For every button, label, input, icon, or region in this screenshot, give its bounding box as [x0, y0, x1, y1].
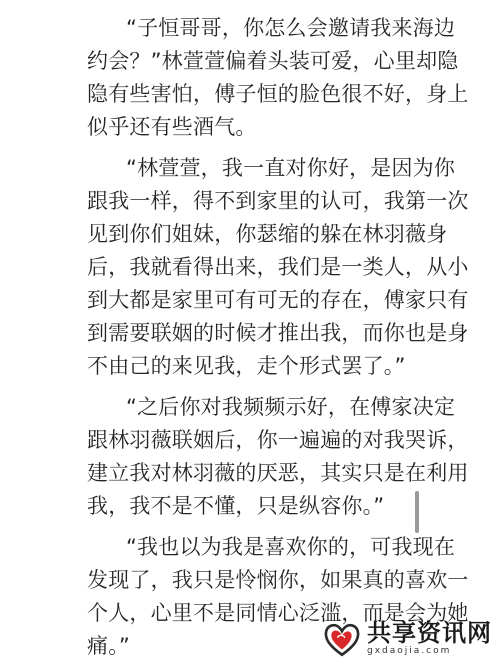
text-line: 跟我一样，得不到家里的认可，我第一次 — [87, 189, 469, 213]
watermark-title: 共享资讯网 — [367, 619, 492, 648]
text-line: “我也以为我是喜欢你的，可我现在 — [126, 535, 456, 559]
text-line: 个人，心里不是同情心泛滥，而是会为她 — [87, 601, 469, 625]
text-line: 不由己的来见我，走个形式罢了。” — [87, 354, 406, 378]
text-line: “之后你对我频频示好，在傅家决定 — [126, 395, 456, 419]
watermark-text — [367, 621, 492, 657]
text-line: “林萱萱，我一直对你好，是因为你 — [126, 156, 456, 180]
text-line: 隐有些害怕，傅子恒的脸色很不好，身上 — [87, 82, 469, 106]
text-line: 发现了，我只是怜悯你，如果真的喜欢一 — [87, 568, 469, 592]
site-watermark — [321, 618, 492, 660]
text-line: 见到你们姐妹，你瑟缩的躲在林羽薇身 — [87, 222, 448, 246]
scrollbar-thumb[interactable] — [415, 491, 419, 533]
heart-swirl-logo-icon — [321, 618, 363, 660]
text-line: 似乎还有些酒气。 — [87, 115, 257, 139]
text-line: 痛。” — [87, 634, 130, 658]
text-line: 跟林羽薇联姻后，你一遍遍的对我哭诉， — [87, 428, 469, 452]
text-line: 后，我就看得出来，我们是一类人，从小 — [87, 255, 469, 279]
text-line: 我，我不是不懂，只是纵容你。” — [87, 494, 385, 518]
text-line: 建立我对林羽薇的厌恶，其实只是在利用 — [87, 461, 469, 485]
text-line: 约会？”林萱萱偏着头装可爱，心里却隐 — [87, 49, 459, 73]
watermark-url: gxdaojia.com — [367, 646, 452, 657]
text-line: 到需要联姻的时候才推出我，而你也是身 — [87, 321, 469, 345]
text-line: 到大都是家里可有可无的存在，傅家只有 — [87, 288, 469, 312]
text-line: “子恒哥哥，你怎么会邀请我来海边 — [126, 16, 456, 40]
